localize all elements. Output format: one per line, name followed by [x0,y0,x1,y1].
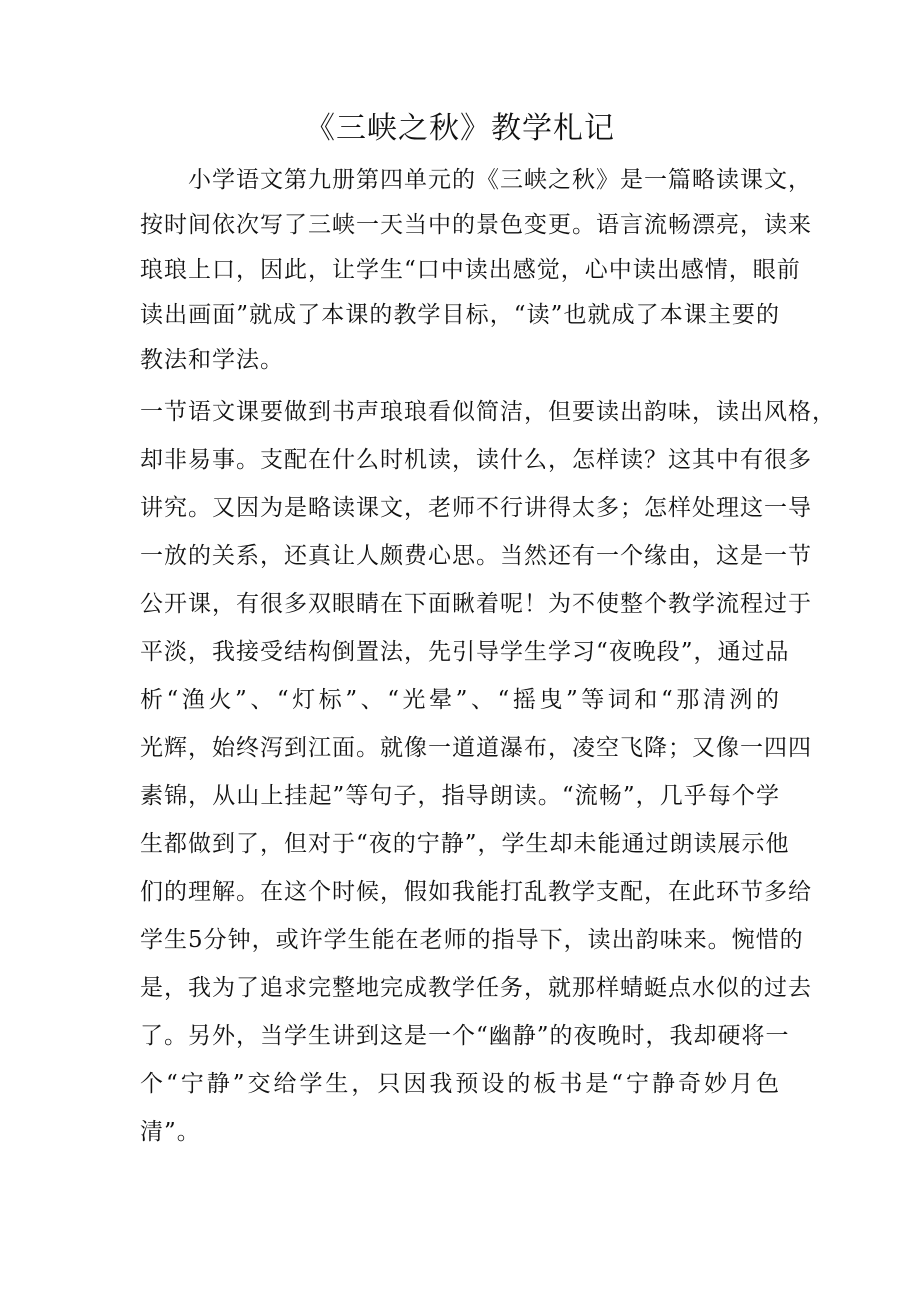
paragraph-2-line-13: 是，我为了追求完整地完成教学任务，就那样蜻蜓点水似的过去 [140,975,812,1001]
paragraph-2-line-3: 讲究。又因为是略读课文，老师不行讲得太多；怎样处理这一导 [140,495,812,521]
paragraph-2-line-5: 公开课，有很多双眼睛在下面瞅着呢！为不使整个教学流程过于 [140,591,812,617]
document-title: 《三峡之秋》教学札记 [305,111,615,146]
paragraph-2-line-15: 个“宁静”交给学生，只因我预设的板书是“宁静奇妙月色 [140,1071,780,1097]
paragraph-2-line-1: 一节语文课要做到书声琅琅看似简洁，但要读出韵味，读出风格， [140,399,836,425]
paragraph-2-line-11: 们的理解。在这个时候，假如我能打乱教学支配，在此环节多给 [140,879,812,905]
paragraph-2-line-4: 一放的关系，还真让人颇费心思。当然还有一个缘由，这是一节 [140,543,812,569]
paragraph-2-line-2: 却非易事。支配在什么时机读，读什么，怎样读？这其中有很多 [140,447,812,473]
paragraph-2-line-7: 析“渔火”、“灯标”、“光晕”、“摇曳”等词和“那清洌的 [140,687,780,713]
paragraph-2-line-6: 平淡，我接受结构倒置法，先引导学生学习“夜晚段”，通过品 [140,639,790,665]
paragraph-2-line-8: 光辉，始终泻到江面。就像一道道瀑布，凌空飞降；又像一四四 [140,735,812,761]
paragraph-2-line-12: 学生5分钟，或许学生能在老师的指导下，读出韵味来。惋惜的 [140,927,804,953]
paragraph-2-line-9: 素锦，从山上挂起”等句子，指导朗读。“流畅”，几乎每个学 [140,783,780,809]
paragraph-1-line-2: 按时间依次写了三峡一天当中的景色变更。语言流畅漂亮，读来 [140,212,812,238]
paragraph-1-line-1: 小学语文第九册第四单元的《三峡之秋》是一篇略读课文， [188,167,812,193]
paragraph-1-line-5: 教法和学法。 [140,347,284,373]
paragraph-2-line-14: 了。另外，当学生讲到这是一个“幽静”的夜晚时，我却硬将一 [140,1023,790,1049]
paragraph-2-line-16: 清”。 [140,1119,201,1145]
paragraph-1-line-4: 读出画面”就成了本课的教学目标，“读”也就成了本课主要的 [140,302,780,328]
paragraph-2-line-10: 生都做到了，但对于“夜的宁静”，学生却未能通过朗读展示他 [140,831,790,857]
paragraph-1-line-3: 琅琅上口，因此，让学生“口中读出感觉，心中读出感情，眼前 [140,257,801,283]
